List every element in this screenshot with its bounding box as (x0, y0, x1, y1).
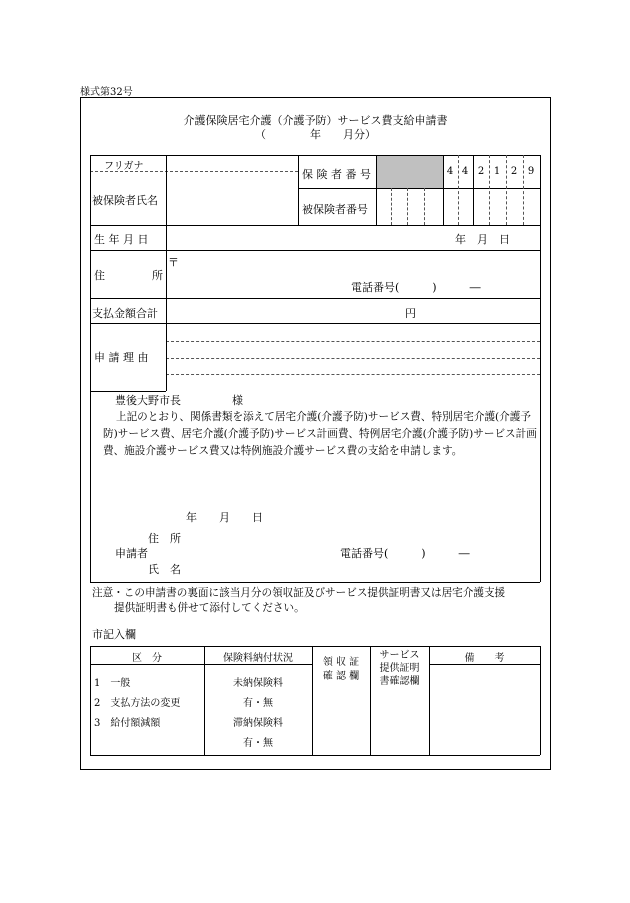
insured-number-label: 被保険者番号 (302, 203, 368, 216)
insurer-digit: 4 (461, 166, 469, 177)
total-payment-label: 支払金額合計 (92, 307, 158, 320)
insurer-digit: 4 (446, 166, 454, 177)
category-item: 1 一般 (94, 678, 131, 689)
birth-date-label: 生 年 月 日 (94, 233, 149, 246)
address-label-a: 住 (94, 269, 105, 282)
furigana-label: フリガナ (104, 161, 144, 172)
applicant-address-label: 住 所 (148, 532, 181, 545)
category-header: 区 分 (132, 653, 162, 664)
address-label-b: 所 (152, 269, 163, 282)
yen-label: 円 (405, 307, 416, 320)
note-line-1: 注意・この申請書の裏面に該当月分の領収証及びサービス提供証明書又は居宅介護支援 (92, 587, 506, 599)
insurer-digit: 2 (477, 166, 485, 177)
office-section-heading: 市記入欄 (92, 628, 136, 641)
category-item: 3 給付額減額 (94, 718, 161, 729)
subtitle-month: 月分） (343, 128, 376, 141)
postal-mark: 〒 (168, 256, 179, 269)
insurer-number-label: 保 険 者 番 号 (302, 168, 371, 181)
form-subtitle (80, 126, 551, 142)
applicant-name-label: 氏 名 (148, 563, 181, 576)
premium-row: 有・無 (243, 698, 273, 709)
premium-status-header: 保険料納付状況 (223, 653, 293, 664)
declaration-date: 年 月 日 (186, 511, 263, 524)
insured-name-label: 被保険者氏名 (92, 194, 158, 207)
service-cert-header-1: サービス (379, 650, 420, 661)
insurer-digit: 1 (493, 166, 501, 177)
birth-date-ymd: 年 月 日 (455, 233, 510, 246)
honorific: 様 (232, 394, 243, 407)
insurer-number-shaded-cell (377, 156, 443, 188)
premium-row: 滞納保険料 (233, 718, 283, 729)
address-phone: 電話番号( ) ― (351, 281, 481, 294)
premium-row: 有・無 (243, 738, 273, 749)
form-number: 様式第32号 (80, 87, 133, 98)
reason-label: 申 請 理 由 (94, 351, 149, 364)
note-line-2: 提供証明書も併せて添付してください。 (114, 602, 305, 614)
service-cert-header-2: 提供証明 (379, 663, 420, 674)
category-item: 2 支払方法の変更 (94, 698, 181, 709)
applicant-phone: 電話番号( ) ― (340, 547, 470, 560)
insurer-digit: 2 (510, 166, 518, 177)
service-cert-header-3: 書確認欄 (379, 676, 420, 687)
receipt-check-header-2: 確 認 欄 (322, 671, 360, 682)
form-title: 介護保険居宅介護（介護予防）サービス費支給申請書 (183, 114, 448, 127)
premium-row: 未納保険料 (233, 678, 283, 689)
receipt-check-header-1: 領 収 証 (322, 657, 360, 668)
applicant-label: 申請者 (115, 547, 148, 560)
subtitle-year: 年 (310, 128, 321, 141)
declaration-text: 上記のとおり、関係書類を添えて居宅介護(介護予防)サービス費、特別居宅介護(介護予防)サービス費、居宅介護(介護予防)サービス計画費、特例居宅介護(介護予防)サービス計画費、施設介護サービス費又は特例施設介護サービス費の支給を申請します。 (103, 411, 537, 457)
addressee: 豊後大野市長 (115, 394, 181, 407)
insurer-digit: 9 (527, 166, 535, 177)
subtitle-open: （ (255, 128, 266, 141)
remarks-header: 備 考 (464, 653, 505, 664)
